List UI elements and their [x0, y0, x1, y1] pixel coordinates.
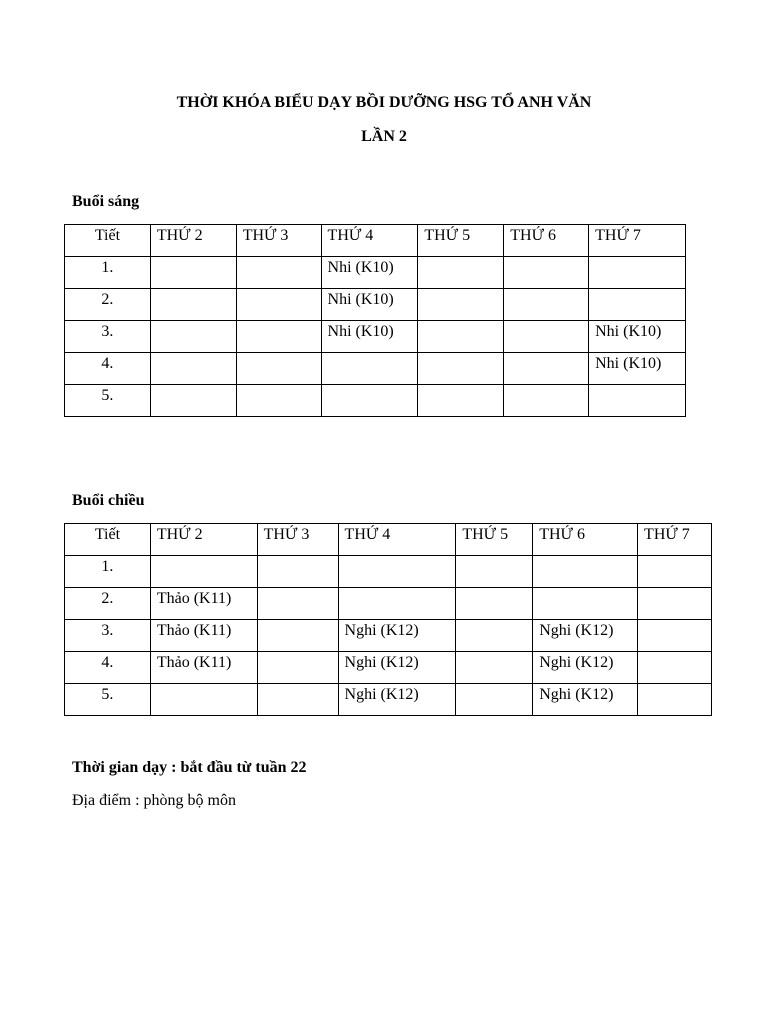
period-number: 2. [65, 289, 151, 321]
document-subtitle: LẦN 2 [361, 128, 407, 145]
schedule-cell: Nhi (K10) [589, 353, 686, 385]
schedule-cell [638, 588, 712, 620]
column-header: THỨ 6 [533, 524, 638, 556]
period-number: 4. [65, 652, 151, 684]
schedule-cell [418, 257, 504, 289]
afternoon-schedule-table [64, 523, 712, 716]
schedule-cell: Nghi (K12) [533, 620, 638, 652]
schedule-cell [150, 321, 236, 353]
schedule-cell [338, 556, 456, 588]
table-row [65, 556, 712, 588]
schedule-cell [504, 353, 589, 385]
schedule-cell [236, 321, 321, 353]
schedule-cell [418, 353, 504, 385]
morning-schedule-table [64, 224, 686, 417]
period-number: 2. [65, 588, 151, 620]
column-header: THỨ 7 [589, 225, 686, 257]
schedule-cell [504, 321, 589, 353]
schedule-cell [589, 385, 686, 417]
schedule-cell: Thảo (K11) [150, 620, 257, 652]
table-header-row [65, 524, 712, 556]
schedule-cell [338, 588, 456, 620]
schedule-cell [638, 684, 712, 716]
schedule-cell [236, 385, 321, 417]
schedule-cell [257, 620, 338, 652]
schedule-cell [321, 353, 418, 385]
column-header: THỨ 4 [338, 524, 456, 556]
column-header: THỨ 6 [504, 225, 589, 257]
table-row [65, 289, 686, 321]
schedule-cell: Nghi (K12) [338, 620, 456, 652]
period-number: 4. [65, 353, 151, 385]
schedule-cell [456, 620, 533, 652]
document-title: THỜI KHÓA BIỂU DẠY BỒI DƯỠNG HSG TỔ ANH VĂN [176, 94, 592, 111]
schedule-cell [504, 289, 589, 321]
table-header-row [65, 225, 686, 257]
schedule-cell [638, 556, 712, 588]
schedule-cell [504, 257, 589, 289]
table-row [65, 321, 686, 353]
table-row [65, 353, 686, 385]
schedule-cell [456, 588, 533, 620]
column-header: THỨ 3 [257, 524, 338, 556]
schedule-cell [321, 385, 418, 417]
table-row [65, 684, 712, 716]
column-header: THỨ 5 [456, 524, 533, 556]
schedule-cell: Nhi (K10) [321, 257, 418, 289]
schedule-cell [150, 385, 236, 417]
column-header: Tiết [65, 524, 151, 556]
schedule-cell: Nhi (K10) [321, 289, 418, 321]
schedule-cell [533, 556, 638, 588]
column-header: THỨ 5 [418, 225, 504, 257]
table-row [65, 588, 712, 620]
schedule-cell [418, 321, 504, 353]
schedule-cell [418, 289, 504, 321]
schedule-cell [418, 385, 504, 417]
teaching-time-note: Thời gian dạy : bắt đầu từ tuần 22 [72, 759, 307, 776]
period-number: 1. [65, 556, 151, 588]
period-number: 3. [65, 321, 151, 353]
schedule-cell [150, 556, 257, 588]
column-header: THỨ 2 [150, 225, 236, 257]
schedule-cell [589, 289, 686, 321]
table-row [65, 385, 686, 417]
schedule-cell: Nhi (K10) [321, 321, 418, 353]
location-note: Địa điểm : phòng bộ môn [72, 792, 236, 809]
schedule-cell [150, 684, 257, 716]
schedule-cell [257, 684, 338, 716]
schedule-cell: Nghi (K12) [338, 684, 456, 716]
schedule-cell [456, 652, 533, 684]
schedule-cell [236, 289, 321, 321]
column-header: THỨ 2 [150, 524, 257, 556]
column-header: THỨ 3 [236, 225, 321, 257]
period-number: 5. [65, 385, 151, 417]
column-header: THỨ 7 [638, 524, 712, 556]
period-number: 5. [65, 684, 151, 716]
table-row [65, 620, 712, 652]
table-row [65, 257, 686, 289]
morning-heading: Buổi sáng [72, 193, 140, 210]
schedule-cell [150, 353, 236, 385]
table-row [65, 652, 712, 684]
schedule-cell [638, 652, 712, 684]
schedule-cell [456, 556, 533, 588]
period-number: 3. [65, 620, 151, 652]
period-number: 1. [65, 257, 151, 289]
schedule-cell [257, 652, 338, 684]
schedule-cell: Nghi (K12) [338, 652, 456, 684]
schedule-cell: Nghi (K12) [533, 652, 638, 684]
schedule-cell: Thảo (K11) [150, 588, 257, 620]
column-header: THỨ 4 [321, 225, 418, 257]
schedule-cell: Nhi (K10) [589, 321, 686, 353]
schedule-cell [456, 684, 533, 716]
schedule-cell [533, 588, 638, 620]
schedule-cell [257, 588, 338, 620]
schedule-cell [236, 353, 321, 385]
schedule-cell [236, 257, 321, 289]
schedule-cell [150, 289, 236, 321]
schedule-cell [589, 257, 686, 289]
schedule-cell [638, 620, 712, 652]
schedule-cell: Thảo (K11) [150, 652, 257, 684]
schedule-cell [257, 556, 338, 588]
afternoon-heading: Buổi chiều [72, 492, 145, 509]
column-header: Tiết [65, 225, 151, 257]
schedule-cell: Nghi (K12) [533, 684, 638, 716]
schedule-cell [504, 385, 589, 417]
schedule-cell [150, 257, 236, 289]
